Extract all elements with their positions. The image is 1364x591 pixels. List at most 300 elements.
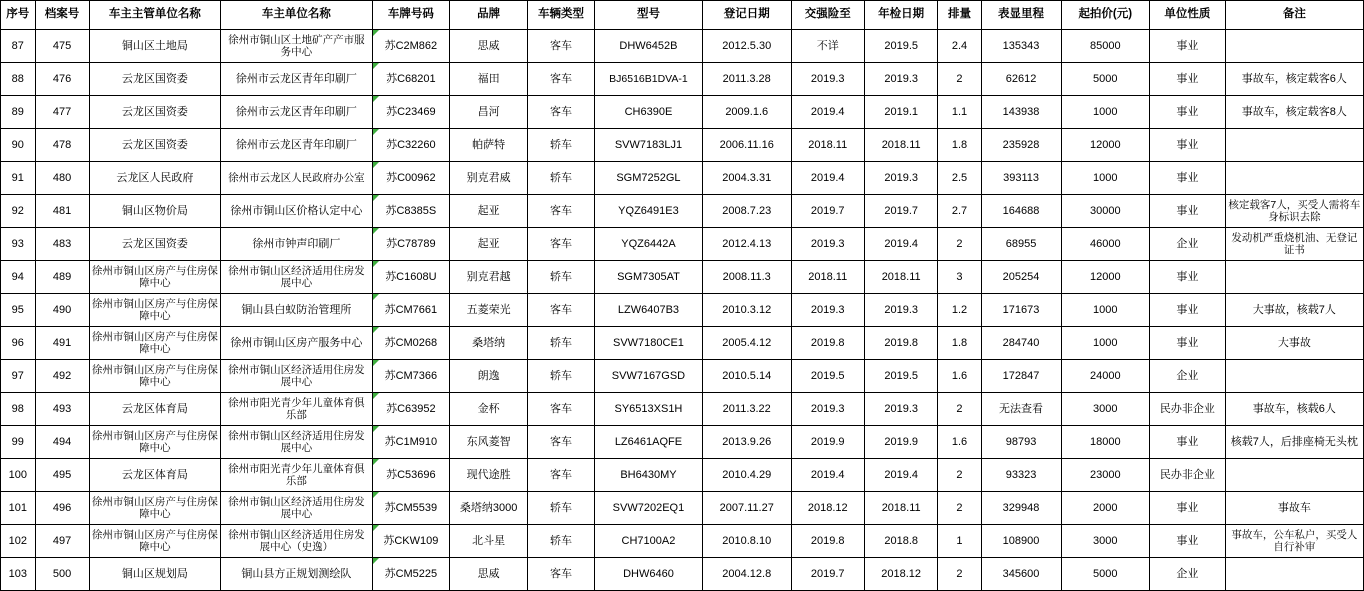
cell-r15-c0: 102 bbox=[1, 525, 36, 558]
cell-r13-c11: 2 bbox=[938, 459, 981, 492]
cell-r2-c13: 1000 bbox=[1061, 96, 1150, 129]
column-header-13: 起拍价(元) bbox=[1061, 1, 1150, 30]
cell-r4-c14: 事业 bbox=[1150, 162, 1226, 195]
cell-r16-c6: 客车 bbox=[528, 558, 595, 591]
cell-r12-c12: 98793 bbox=[981, 426, 1061, 459]
cell-r11-c7: SY6513XS1H bbox=[594, 393, 702, 426]
cell-r2-c15: 事故车，核定载客8人 bbox=[1225, 96, 1363, 129]
cell-r7-c14: 事业 bbox=[1150, 261, 1226, 294]
cell-r10-c4: 苏CM7366 bbox=[372, 360, 450, 393]
cell-r6-c9: 2019.3 bbox=[791, 228, 864, 261]
cell-r16-c12: 345600 bbox=[981, 558, 1061, 591]
cell-r9-c5: 桑塔纳 bbox=[450, 327, 528, 360]
cell-r14-c6: 轿车 bbox=[528, 492, 595, 525]
cell-r3-c5: 帕萨特 bbox=[450, 129, 528, 162]
cell-r3-c10: 2018.11 bbox=[864, 129, 937, 162]
cell-r3-c9: 2018.11 bbox=[791, 129, 864, 162]
cell-r10-c8: 2010.5.14 bbox=[702, 360, 791, 393]
cell-r15-c14: 事业 bbox=[1150, 525, 1226, 558]
cell-r10-c0: 97 bbox=[1, 360, 36, 393]
cell-r16-c11: 2 bbox=[938, 558, 981, 591]
cell-r9-c9: 2019.8 bbox=[791, 327, 864, 360]
cell-r16-c14: 企业 bbox=[1150, 558, 1226, 591]
cell-r11-c8: 2011.3.22 bbox=[702, 393, 791, 426]
cell-r9-c4: 苏CM0268 bbox=[372, 327, 450, 360]
cell-r0-c3: 徐州市铜山区土地矿产产市服务中心 bbox=[221, 30, 372, 63]
column-header-8: 登记日期 bbox=[702, 1, 791, 30]
cell-r15-c9: 2019.8 bbox=[791, 525, 864, 558]
cell-r9-c8: 2005.4.12 bbox=[702, 327, 791, 360]
cell-r5-c2: 铜山区物价局 bbox=[89, 195, 221, 228]
cell-r1-c6: 客车 bbox=[528, 63, 595, 96]
cell-r14-c14: 事业 bbox=[1150, 492, 1226, 525]
cell-r10-c1: 492 bbox=[35, 360, 89, 393]
cell-r8-c12: 171673 bbox=[981, 294, 1061, 327]
cell-r4-c1: 480 bbox=[35, 162, 89, 195]
cell-r2-c0: 89 bbox=[1, 96, 36, 129]
cell-r10-c6: 轿车 bbox=[528, 360, 595, 393]
cell-r14-c8: 2007.11.27 bbox=[702, 492, 791, 525]
cell-r13-c10: 2019.4 bbox=[864, 459, 937, 492]
cell-r14-c2: 徐州市铜山区房产与住房保障中心 bbox=[89, 492, 221, 525]
cell-r16-c7: DHW6460 bbox=[594, 558, 702, 591]
cell-r9-c11: 1.8 bbox=[938, 327, 981, 360]
cell-r10-c3: 徐州市铜山区经济适用住房发展中心 bbox=[221, 360, 372, 393]
cell-r8-c14: 事业 bbox=[1150, 294, 1226, 327]
cell-r0-c6: 客车 bbox=[528, 30, 595, 63]
cell-r0-c15 bbox=[1225, 30, 1363, 63]
cell-r6-c15: 发动机严重烧机油、无登记证书 bbox=[1225, 228, 1363, 261]
cell-r5-c6: 客车 bbox=[528, 195, 595, 228]
cell-r3-c13: 12000 bbox=[1061, 129, 1150, 162]
cell-r3-c6: 轿车 bbox=[528, 129, 595, 162]
cell-r1-c8: 2011.3.28 bbox=[702, 63, 791, 96]
column-header-11: 排量 bbox=[938, 1, 981, 30]
cell-r15-c10: 2018.8 bbox=[864, 525, 937, 558]
table-row bbox=[1, 96, 1364, 129]
cell-r14-c3: 徐州市铜山区经济适用住房发展中心 bbox=[221, 492, 372, 525]
cell-r4-c6: 轿车 bbox=[528, 162, 595, 195]
cell-r11-c2: 云龙区体育局 bbox=[89, 393, 221, 426]
cell-r5-c5: 起亚 bbox=[450, 195, 528, 228]
cell-r11-c5: 金杯 bbox=[450, 393, 528, 426]
cell-r10-c15 bbox=[1225, 360, 1363, 393]
cell-r10-c14: 企业 bbox=[1150, 360, 1226, 393]
table-row bbox=[1, 558, 1364, 591]
cell-r0-c4: 苏C2M862 bbox=[372, 30, 450, 63]
cell-r5-c12: 164688 bbox=[981, 195, 1061, 228]
cell-r7-c7: SGM7305AT bbox=[594, 261, 702, 294]
cell-r5-c15: 核定载客7人，买受人需将车身标识去除 bbox=[1225, 195, 1363, 228]
cell-r3-c11: 1.8 bbox=[938, 129, 981, 162]
cell-r9-c10: 2019.8 bbox=[864, 327, 937, 360]
cell-r8-c13: 1000 bbox=[1061, 294, 1150, 327]
cell-r13-c6: 客车 bbox=[528, 459, 595, 492]
cell-r9-c1: 491 bbox=[35, 327, 89, 360]
cell-r4-c8: 2004.3.31 bbox=[702, 162, 791, 195]
cell-r3-c8: 2006.11.16 bbox=[702, 129, 791, 162]
cell-r3-c0: 90 bbox=[1, 129, 36, 162]
cell-r13-c1: 495 bbox=[35, 459, 89, 492]
cell-r7-c9: 2018.11 bbox=[791, 261, 864, 294]
cell-r4-c9: 2019.4 bbox=[791, 162, 864, 195]
cell-r0-c12: 135343 bbox=[981, 30, 1061, 63]
cell-r0-c5: 思威 bbox=[450, 30, 528, 63]
cell-r0-c1: 475 bbox=[35, 30, 89, 63]
cell-r0-c9: 不详 bbox=[791, 30, 864, 63]
cell-r13-c5: 现代途胜 bbox=[450, 459, 528, 492]
cell-r6-c12: 68955 bbox=[981, 228, 1061, 261]
cell-r11-c0: 98 bbox=[1, 393, 36, 426]
cell-r7-c5: 别克君越 bbox=[450, 261, 528, 294]
cell-r9-c13: 1000 bbox=[1061, 327, 1150, 360]
cell-r1-c7: BJ6516B1DVA-1 bbox=[594, 63, 702, 96]
cell-r5-c4: 苏C8385S bbox=[372, 195, 450, 228]
table-row bbox=[1, 228, 1364, 261]
cell-r6-c5: 起亚 bbox=[450, 228, 528, 261]
cell-r6-c8: 2012.4.13 bbox=[702, 228, 791, 261]
cell-r3-c3: 徐州市云龙区青年印刷厂 bbox=[221, 129, 372, 162]
cell-r0-c7: DHW6452B bbox=[594, 30, 702, 63]
cell-r2-c3: 徐州市云龙区青年印刷厂 bbox=[221, 96, 372, 129]
cell-r7-c8: 2008.11.3 bbox=[702, 261, 791, 294]
cell-r16-c0: 103 bbox=[1, 558, 36, 591]
cell-r8-c1: 490 bbox=[35, 294, 89, 327]
cell-r16-c10: 2018.12 bbox=[864, 558, 937, 591]
cell-r15-c12: 108900 bbox=[981, 525, 1061, 558]
cell-r9-c14: 事业 bbox=[1150, 327, 1226, 360]
column-header-5: 品牌 bbox=[450, 1, 528, 30]
cell-r1-c9: 2019.3 bbox=[791, 63, 864, 96]
cell-r1-c13: 5000 bbox=[1061, 63, 1150, 96]
cell-r13-c8: 2010.4.29 bbox=[702, 459, 791, 492]
cell-r11-c15: 事故车，核载6人 bbox=[1225, 393, 1363, 426]
cell-r3-c12: 235928 bbox=[981, 129, 1061, 162]
cell-r9-c2: 徐州市铜山区房产与住房保障中心 bbox=[89, 327, 221, 360]
cell-r13-c12: 93323 bbox=[981, 459, 1061, 492]
cell-r12-c15: 核载7人，后排座椅无头枕 bbox=[1225, 426, 1363, 459]
cell-r4-c12: 393113 bbox=[981, 162, 1061, 195]
cell-r5-c0: 92 bbox=[1, 195, 36, 228]
cell-r1-c10: 2019.3 bbox=[864, 63, 937, 96]
cell-r0-c13: 85000 bbox=[1061, 30, 1150, 63]
cell-r10-c10: 2019.5 bbox=[864, 360, 937, 393]
cell-r6-c10: 2019.4 bbox=[864, 228, 937, 261]
cell-r11-c12: 无法查看 bbox=[981, 393, 1061, 426]
cell-r6-c7: YQZ6442A bbox=[594, 228, 702, 261]
cell-r16-c13: 5000 bbox=[1061, 558, 1150, 591]
cell-r1-c15: 事故车，核定载客6人 bbox=[1225, 63, 1363, 96]
cell-r5-c9: 2019.7 bbox=[791, 195, 864, 228]
column-header-7: 型号 bbox=[594, 1, 702, 30]
cell-r16-c2: 铜山区规划局 bbox=[89, 558, 221, 591]
cell-r4-c2: 云龙区人民政府 bbox=[89, 162, 221, 195]
cell-r4-c10: 2019.3 bbox=[864, 162, 937, 195]
table-row bbox=[1, 360, 1364, 393]
column-header-12: 表显里程 bbox=[981, 1, 1061, 30]
column-header-15: 备注 bbox=[1225, 1, 1363, 30]
cell-r1-c0: 88 bbox=[1, 63, 36, 96]
table-body bbox=[1, 30, 1364, 591]
cell-r9-c0: 96 bbox=[1, 327, 36, 360]
cell-r9-c12: 284740 bbox=[981, 327, 1061, 360]
cell-r3-c4: 苏C32260 bbox=[372, 129, 450, 162]
cell-r3-c1: 478 bbox=[35, 129, 89, 162]
table-row bbox=[1, 459, 1364, 492]
cell-r9-c3: 徐州市铜山区房产服务中心 bbox=[221, 327, 372, 360]
cell-r11-c13: 3000 bbox=[1061, 393, 1150, 426]
column-header-10: 年检日期 bbox=[864, 1, 937, 30]
cell-r11-c10: 2019.3 bbox=[864, 393, 937, 426]
cell-r12-c14: 事业 bbox=[1150, 426, 1226, 459]
cell-r12-c9: 2019.9 bbox=[791, 426, 864, 459]
cell-r2-c7: CH6390E bbox=[594, 96, 702, 129]
cell-r7-c15 bbox=[1225, 261, 1363, 294]
cell-r4-c4: 苏C00962 bbox=[372, 162, 450, 195]
cell-r9-c7: SVW7180CE1 bbox=[594, 327, 702, 360]
cell-r12-c2: 徐州市铜山区房产与住房保障中心 bbox=[89, 426, 221, 459]
cell-r14-c1: 496 bbox=[35, 492, 89, 525]
cell-r8-c5: 五菱荣光 bbox=[450, 294, 528, 327]
cell-r1-c12: 62612 bbox=[981, 63, 1061, 96]
cell-r6-c2: 云龙区国资委 bbox=[89, 228, 221, 261]
cell-r5-c8: 2008.7.23 bbox=[702, 195, 791, 228]
cell-r8-c6: 客车 bbox=[528, 294, 595, 327]
cell-r6-c1: 483 bbox=[35, 228, 89, 261]
cell-r7-c1: 489 bbox=[35, 261, 89, 294]
column-header-14: 单位性质 bbox=[1150, 1, 1226, 30]
cell-r16-c5: 思威 bbox=[450, 558, 528, 591]
cell-r0-c10: 2019.5 bbox=[864, 30, 937, 63]
cell-r16-c3: 铜山县方正规划测绘队 bbox=[221, 558, 372, 591]
column-header-6: 车辆类型 bbox=[528, 1, 595, 30]
cell-r12-c13: 18000 bbox=[1061, 426, 1150, 459]
cell-r15-c6: 轿车 bbox=[528, 525, 595, 558]
cell-r1-c14: 事业 bbox=[1150, 63, 1226, 96]
cell-r15-c4: 苏CKW109 bbox=[372, 525, 450, 558]
cell-r14-c0: 101 bbox=[1, 492, 36, 525]
cell-r7-c11: 3 bbox=[938, 261, 981, 294]
cell-r6-c0: 93 bbox=[1, 228, 36, 261]
cell-r4-c15 bbox=[1225, 162, 1363, 195]
cell-r7-c6: 轿车 bbox=[528, 261, 595, 294]
cell-r2-c4: 苏C23469 bbox=[372, 96, 450, 129]
cell-r1-c11: 2 bbox=[938, 63, 981, 96]
cell-r7-c2: 徐州市铜山区房产与住房保障中心 bbox=[89, 261, 221, 294]
column-header-0: 序号 bbox=[1, 1, 36, 30]
cell-r16-c9: 2019.7 bbox=[791, 558, 864, 591]
cell-r0-c8: 2012.5.30 bbox=[702, 30, 791, 63]
cell-r15-c7: CH7100A2 bbox=[594, 525, 702, 558]
cell-r2-c11: 1.1 bbox=[938, 96, 981, 129]
cell-r5-c1: 481 bbox=[35, 195, 89, 228]
cell-r8-c10: 2019.3 bbox=[864, 294, 937, 327]
cell-r14-c9: 2018.12 bbox=[791, 492, 864, 525]
table-row bbox=[1, 426, 1364, 459]
cell-r12-c6: 客车 bbox=[528, 426, 595, 459]
cell-r2-c8: 2009.1.6 bbox=[702, 96, 791, 129]
cell-r0-c0: 87 bbox=[1, 30, 36, 63]
cell-r14-c10: 2018.11 bbox=[864, 492, 937, 525]
cell-r7-c12: 205254 bbox=[981, 261, 1061, 294]
cell-r8-c8: 2010.3.12 bbox=[702, 294, 791, 327]
cell-r8-c15: 大事故，核载7人 bbox=[1225, 294, 1363, 327]
cell-r13-c13: 23000 bbox=[1061, 459, 1150, 492]
cell-r10-c11: 1.6 bbox=[938, 360, 981, 393]
cell-r14-c15: 事故车 bbox=[1225, 492, 1363, 525]
cell-r2-c2: 云龙区国资委 bbox=[89, 96, 221, 129]
cell-r4-c5: 别克君威 bbox=[450, 162, 528, 195]
column-header-2: 车主主管单位名称 bbox=[89, 1, 221, 30]
cell-r13-c7: BH6430MY bbox=[594, 459, 702, 492]
cell-r12-c11: 1.6 bbox=[938, 426, 981, 459]
cell-r13-c0: 100 bbox=[1, 459, 36, 492]
cell-r10-c12: 172847 bbox=[981, 360, 1061, 393]
table-row bbox=[1, 162, 1364, 195]
cell-r5-c14: 事业 bbox=[1150, 195, 1226, 228]
table-row bbox=[1, 261, 1364, 294]
cell-r2-c9: 2019.4 bbox=[791, 96, 864, 129]
cell-r13-c15 bbox=[1225, 459, 1363, 492]
cell-r7-c0: 94 bbox=[1, 261, 36, 294]
cell-r10-c7: SVW7167GSD bbox=[594, 360, 702, 393]
cell-r7-c10: 2018.11 bbox=[864, 261, 937, 294]
cell-r11-c11: 2 bbox=[938, 393, 981, 426]
cell-r8-c0: 95 bbox=[1, 294, 36, 327]
cell-r12-c7: LZ6461AQFE bbox=[594, 426, 702, 459]
table-header bbox=[1, 1, 1364, 30]
cell-r4-c7: SGM7252GL bbox=[594, 162, 702, 195]
cell-r11-c6: 客车 bbox=[528, 393, 595, 426]
cell-r3-c15 bbox=[1225, 129, 1363, 162]
cell-r9-c6: 轿车 bbox=[528, 327, 595, 360]
cell-r11-c9: 2019.3 bbox=[791, 393, 864, 426]
cell-r14-c4: 苏CM5539 bbox=[372, 492, 450, 525]
cell-r15-c2: 徐州市铜山区房产与住房保障中心 bbox=[89, 525, 221, 558]
cell-r6-c4: 苏C78789 bbox=[372, 228, 450, 261]
table-row bbox=[1, 195, 1364, 228]
cell-r4-c0: 91 bbox=[1, 162, 36, 195]
cell-r7-c13: 12000 bbox=[1061, 261, 1150, 294]
cell-r7-c4: 苏C1608U bbox=[372, 261, 450, 294]
cell-r11-c14: 民办非企业 bbox=[1150, 393, 1226, 426]
cell-r2-c12: 143938 bbox=[981, 96, 1061, 129]
cell-r12-c3: 徐州市铜山区经济适用住房发展中心 bbox=[221, 426, 372, 459]
cell-r16-c4: 苏CM5225 bbox=[372, 558, 450, 591]
column-header-9: 交强险至 bbox=[791, 1, 864, 30]
cell-r1-c5: 福田 bbox=[450, 63, 528, 96]
cell-r15-c1: 497 bbox=[35, 525, 89, 558]
cell-r4-c13: 1000 bbox=[1061, 162, 1150, 195]
cell-r10-c5: 朗逸 bbox=[450, 360, 528, 393]
cell-r12-c10: 2019.9 bbox=[864, 426, 937, 459]
cell-r13-c9: 2019.4 bbox=[791, 459, 864, 492]
cell-r6-c3: 徐州市钟声印刷厂 bbox=[221, 228, 372, 261]
table-row bbox=[1, 294, 1364, 327]
cell-r6-c14: 企业 bbox=[1150, 228, 1226, 261]
cell-r3-c7: SVW7183LJ1 bbox=[594, 129, 702, 162]
table-row bbox=[1, 525, 1364, 558]
cell-r3-c2: 云龙区国资委 bbox=[89, 129, 221, 162]
cell-r5-c3: 徐州市铜山区价格认定中心 bbox=[221, 195, 372, 228]
cell-r5-c7: YQZ6491E3 bbox=[594, 195, 702, 228]
cell-r4-c3: 徐州市云龙区人民政府办公室 bbox=[221, 162, 372, 195]
cell-r0-c11: 2.4 bbox=[938, 30, 981, 63]
cell-r11-c4: 苏C63952 bbox=[372, 393, 450, 426]
cell-r1-c3: 徐州市云龙区青年印刷厂 bbox=[221, 63, 372, 96]
cell-r5-c13: 30000 bbox=[1061, 195, 1150, 228]
column-header-3: 车主单位名称 bbox=[221, 1, 372, 30]
cell-r14-c13: 2000 bbox=[1061, 492, 1150, 525]
cell-r5-c11: 2.7 bbox=[938, 195, 981, 228]
cell-r15-c3: 徐州市铜山区经济适用住房发展中心（史逸） bbox=[221, 525, 372, 558]
table-row bbox=[1, 63, 1364, 96]
cell-r13-c2: 云龙区体育局 bbox=[89, 459, 221, 492]
cell-r8-c2: 徐州市铜山区房产与住房保障中心 bbox=[89, 294, 221, 327]
cell-r15-c5: 北斗星 bbox=[450, 525, 528, 558]
cell-r1-c1: 476 bbox=[35, 63, 89, 96]
cell-r0-c2: 铜山区土地局 bbox=[89, 30, 221, 63]
cell-r10-c9: 2019.5 bbox=[791, 360, 864, 393]
table-row bbox=[1, 327, 1364, 360]
cell-r9-c15: 大事故 bbox=[1225, 327, 1363, 360]
table-row bbox=[1, 129, 1364, 162]
cell-r2-c6: 客车 bbox=[528, 96, 595, 129]
table-row bbox=[1, 393, 1364, 426]
cell-r13-c14: 民办非企业 bbox=[1150, 459, 1226, 492]
cell-r12-c5: 东风菱智 bbox=[450, 426, 528, 459]
cell-r1-c2: 云龙区国资委 bbox=[89, 63, 221, 96]
table-header-row bbox=[1, 1, 1364, 30]
cell-r1-c4: 苏C68201 bbox=[372, 63, 450, 96]
cell-r14-c11: 2 bbox=[938, 492, 981, 525]
cell-r15-c13: 3000 bbox=[1061, 525, 1150, 558]
cell-r2-c1: 477 bbox=[35, 96, 89, 129]
table-row bbox=[1, 492, 1364, 525]
cell-r5-c10: 2019.7 bbox=[864, 195, 937, 228]
cell-r14-c5: 桑塔纳3000 bbox=[450, 492, 528, 525]
column-header-4: 车牌号码 bbox=[372, 1, 450, 30]
cell-r12-c1: 494 bbox=[35, 426, 89, 459]
cell-r8-c11: 1.2 bbox=[938, 294, 981, 327]
cell-r2-c10: 2019.1 bbox=[864, 96, 937, 129]
cell-r12-c0: 99 bbox=[1, 426, 36, 459]
cell-r6-c6: 客车 bbox=[528, 228, 595, 261]
cell-r11-c3: 徐州市阳光青少年儿童体育俱乐部 bbox=[221, 393, 372, 426]
cell-r16-c15 bbox=[1225, 558, 1363, 591]
cell-r10-c2: 徐州市铜山区房产与住房保障中心 bbox=[89, 360, 221, 393]
cell-r12-c4: 苏C1M910 bbox=[372, 426, 450, 459]
table-row bbox=[1, 30, 1364, 63]
cell-r3-c14: 事业 bbox=[1150, 129, 1226, 162]
cell-r15-c11: 1 bbox=[938, 525, 981, 558]
cell-r16-c8: 2004.12.8 bbox=[702, 558, 791, 591]
cell-r10-c13: 24000 bbox=[1061, 360, 1150, 393]
cell-r14-c7: SVW7202EQ1 bbox=[594, 492, 702, 525]
column-header-1: 档案号 bbox=[35, 1, 89, 30]
cell-r4-c11: 2.5 bbox=[938, 162, 981, 195]
cell-r0-c14: 事业 bbox=[1150, 30, 1226, 63]
cell-r16-c1: 500 bbox=[35, 558, 89, 591]
cell-r2-c5: 昌河 bbox=[450, 96, 528, 129]
cell-r6-c13: 46000 bbox=[1061, 228, 1150, 261]
cell-r8-c9: 2019.3 bbox=[791, 294, 864, 327]
cell-r8-c3: 铜山县白蚁防治管理所 bbox=[221, 294, 372, 327]
cell-r13-c3: 徐州市阳光青少年儿童体育俱乐部 bbox=[221, 459, 372, 492]
cell-r6-c11: 2 bbox=[938, 228, 981, 261]
cell-r13-c4: 苏C53696 bbox=[372, 459, 450, 492]
cell-r7-c3: 徐州市铜山区经济适用住房发展中心 bbox=[221, 261, 372, 294]
